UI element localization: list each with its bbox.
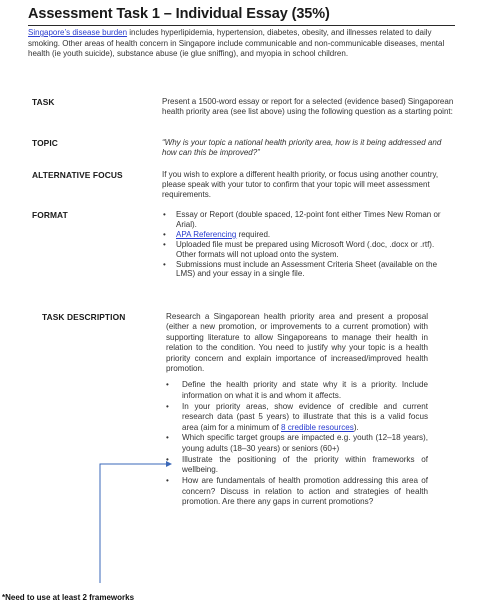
desc-bullet-target-groups: • Which specific target groups are impacted e.g. youth (12–18 years), young adults (18–30 years) or seniors (60+) [166, 433, 428, 454]
format-bullet-submission: • Submissions must include an Assessment Criteria Sheet (available on the LMS) and your essay in a single file. [163, 260, 453, 280]
task-description-label: TASK DESCRIPTION [42, 312, 126, 322]
format-label: FORMAT [32, 210, 68, 220]
credible-resources-link[interactable]: 8 credible resources [280, 422, 354, 432]
task-label: TASK [32, 97, 55, 107]
arrow-head [166, 461, 172, 467]
topic-label: TOPIC [32, 138, 58, 148]
page-title: Assessment Task 1 – Individual Essay (35%) [28, 6, 330, 22]
alternative-focus-label: ALTERNATIVE FOCUS [32, 170, 123, 180]
arrow-line [100, 464, 166, 583]
frameworks-footnote: *Need to use at least 2 frameworks [2, 593, 135, 602]
desc-bullet-fundamentals: • How are fundamentals of health promotion addressing this area of concern? Discuss in relation to action and strategies of health promotion. Are there any gaps in current promotions? [166, 476, 428, 507]
task-description-text: Research a Singaporean health priority area and present a proposal (either a new promotion, or improvements to a current promotion) with supporting literature to allow Singaporeans to manage their health in relation to the condition. You need to justify why your topic is a health priority concern and explain importance of increased/improved health promotion. [166, 312, 428, 374]
desc-bullet-evidence: • In your priority areas, show evidence of credible and current research data (past 5 years) to illustrate that this is a valid focus area (aim for a minimum of 8 credible resources). [166, 402, 428, 433]
format-bullet-apa: • APA Referencing required. [163, 230, 453, 240]
desc-bullet-frameworks: • Illustrate the positioning of the priority within frameworks of wellbeing. [166, 455, 428, 476]
alternative-focus-text: If you wish to explore a different health priority, or focus using another country, please speak with your tutor to confirm that your topic will meet assessment requirements. [162, 170, 439, 199]
apa-referencing-link[interactable]: APA Referencing [176, 229, 237, 239]
topic-text: “Why is your topic a national health priority area, how is it being addressed and how can this be improved?” [162, 138, 442, 157]
intro-text: includes hyperlipidemia, hypertension, diabetes, obesity, and illnesses related to daily smoking. Other areas of health concern in Singapore include communicable and non-communicable diseases, mental health (ie youth suicide), substance abuse (ie glue sniffing), and myopia in school children. [28, 28, 445, 59]
format-bullet-font: • Essay or Report (double spaced, 12-point font either Times New Roman or Arial). [163, 210, 453, 230]
format-bullet-file: • Uploaded file must be prepared using Microsoft Word (.doc, .docx or .rtf). Other formats will not upload onto the system. [163, 240, 453, 260]
desc-bullet-define: • Define the health priority and state why it is a priority. Include information on what it is and whom it affects. [166, 380, 428, 401]
disease-burden-link[interactable]: Singapore’s disease burden [28, 28, 128, 37]
task-text: Present a 1500-word essay or report for a selected (evidence based) Singaporean health priority area (see list above) using the following question as a starting point: [162, 97, 454, 116]
